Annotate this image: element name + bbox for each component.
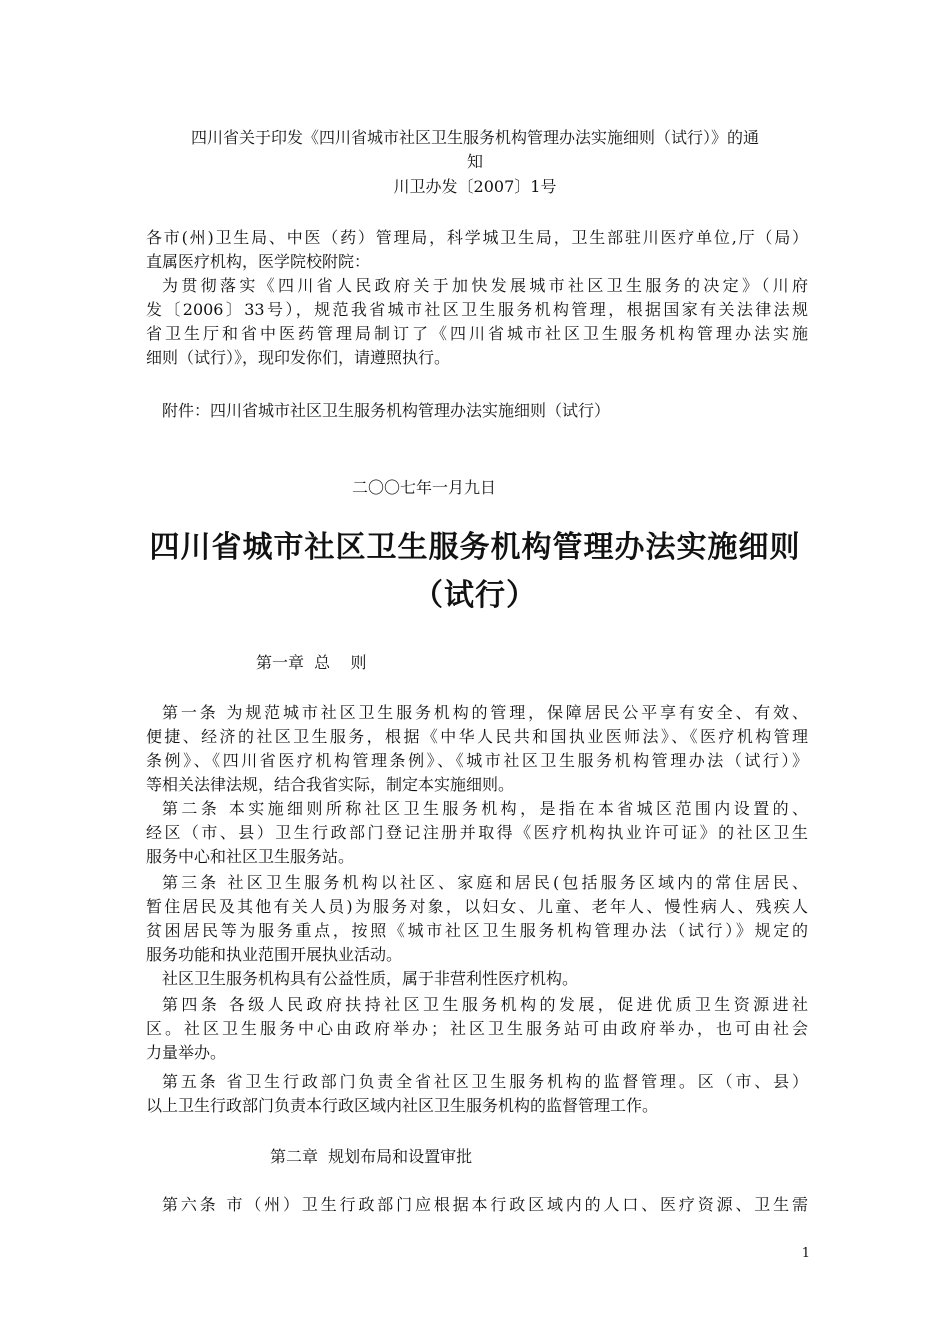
article-1-line: 等相关法律法规，结合我省实际，制定本实施细则。 [146, 775, 515, 794]
notice-title-line1: 四川省关于印发《四川省城市社区卫生服务机构管理办法实施细则（试行）》的通 [190, 128, 759, 147]
article-5-line: 以上卫生行政部门负责本行政区域内社区卫生服务机构的监督管理工作。 [146, 1096, 659, 1115]
article-2-line: 服务中心和社区卫生服务站。 [146, 847, 355, 866]
article-5-line: 第五条 省卫生行政部门负责全省社区卫生服务机构的监督管理。区（市、县） [162, 1072, 808, 1091]
article-2-line: 第二条 本实施细则所称社区卫生服务机构，是指在本省城区范围内设置的、 [162, 799, 808, 818]
article-3-line: 社区卫生服务机构具有公益性质，属于非营利性医疗机构。 [162, 969, 579, 988]
page-number: 1 [801, 1246, 810, 1261]
recipients-line1: 各市(州)卫生局、中医（药）管理局，科学城卫生局，卫生部驻川医疗单位,厅（局） [146, 228, 808, 247]
article-2-line: 经区（市、县）卫生行政部门登记注册并取得《医疗机构执业许可证》的社区卫生 [146, 823, 808, 842]
article-1-line: 便捷、经济的社区卫生服务，根据《中华人民共和国执业医师法》、《医疗机构管理 [146, 727, 808, 746]
article-6-line: 第六条 市（州）卫生行政部门应根据本行政区域内的人口、医疗资源、卫生需 [162, 1195, 808, 1214]
notice-body-line: 省卫生厅和省中医药管理局制订了《四川省城市社区卫生服务机构管理办法实施 [146, 324, 808, 343]
attachment-line: 附件：四川省城市社区卫生服务机构管理办法实施细则（试行） [162, 401, 611, 420]
article-4-line: 第四条 各级人民政府扶持社区卫生服务机构的发展，促进优质卫生资源进社 [162, 995, 808, 1014]
notice-body-line: 为贯彻落实《四川省人民政府关于加快发展城市社区卫生服务的决定》（川府 [162, 276, 808, 295]
chapter-2-heading: 第二章 规划布局和设置审批 [270, 1147, 473, 1166]
notice-title-line2: 知 [466, 152, 483, 171]
article-4-line: 力量举办。 [146, 1043, 227, 1062]
chapter-1-heading: 第一章 总 则 [256, 653, 367, 672]
recipients-line2: 直属医疗机构，医学院校附院： [146, 252, 371, 271]
article-3-line: 贫困居民等为服务重点，按照《城市社区卫生服务机构管理办法（试行）》规定的 [146, 921, 808, 940]
article-1-line: 条例》、《四川省医疗机构管理条例》、《城市社区卫生服务机构管理办法（试行）》 [146, 751, 808, 770]
article-4-line: 区。社区卫生服务中心由政府举办；社区卫生服务站可由政府举办，也可由社会 [146, 1019, 808, 1038]
regulation-title: 四川省城市社区卫生服务机构管理办法实施细则 [149, 530, 801, 565]
notice-body-line: 细则（试行）》，现印发你们，请遵照执行。 [146, 348, 451, 367]
notice-date: 二〇〇七年一月九日 [352, 478, 497, 497]
article-1-line: 第一条 为规范城市社区卫生服务机构的管理，保障居民公平享有安全、有效、 [162, 703, 808, 722]
article-3-line: 服务功能和执业范围开展执业活动。 [146, 945, 403, 964]
regulation-subtitle: （试行） [413, 578, 537, 613]
doc-number: 川卫办发〔2007〕1号 [393, 177, 557, 196]
article-3-line: 暂住居民及其他有关人员)为服务对象，以妇女、儿童、老年人、慢性病人、残疾人 [146, 897, 808, 916]
article-3-line: 第三条 社区卫生服务机构以社区、家庭和居民(包括服务区域内的常住居民、 [162, 873, 808, 892]
notice-body-line: 发〔2006〕33号），规范我省城市社区卫生服务机构管理，根据国家有关法律法规 [146, 300, 808, 319]
